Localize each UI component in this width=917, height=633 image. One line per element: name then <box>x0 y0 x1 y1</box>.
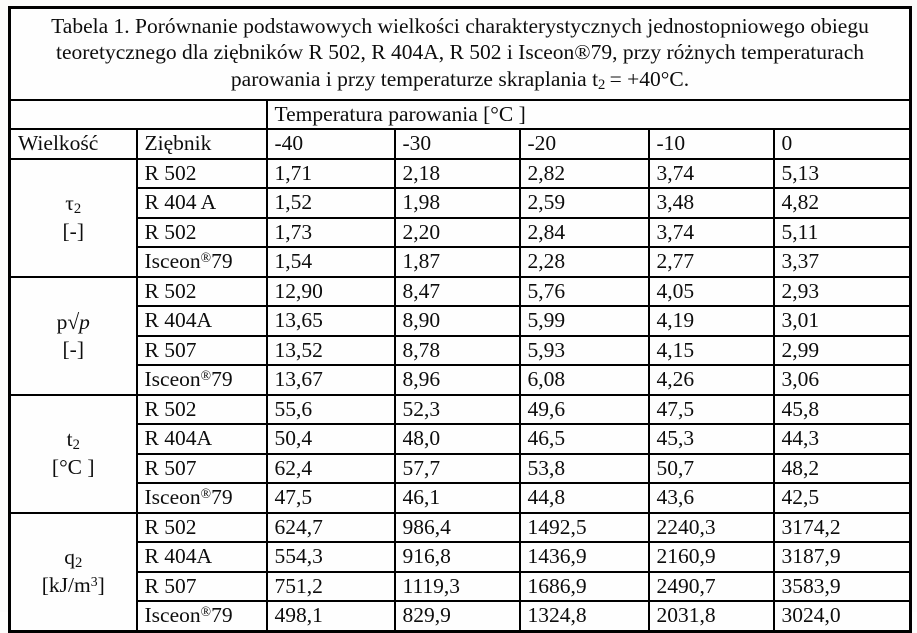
quantity-label-t2: $t_2$ [°C ] <box>10 395 137 513</box>
table-row <box>10 454 911 484</box>
refrigerant-name: R 404 A <box>137 188 267 218</box>
cell-value: 3,37 <box>774 247 911 277</box>
table-row <box>10 306 911 336</box>
cell-value: 1,73 <box>267 218 395 248</box>
table-row <box>10 336 911 366</box>
table-row <box>10 188 911 218</box>
subscript: 2 <box>598 76 606 93</box>
cell-value: 47,5 <box>649 395 774 425</box>
cell-value: 42,5 <box>774 483 911 513</box>
col-header-temp: -20 <box>520 129 649 159</box>
table-row <box>10 100 911 130</box>
cell-value: 1,71 <box>267 159 395 189</box>
cell-value: 45,3 <box>649 424 774 454</box>
cell-value: 5,76 <box>520 277 649 307</box>
cell-value: 2,59 <box>520 188 649 218</box>
cell-value: 2031,8 <box>649 601 774 631</box>
cell-value: 4,19 <box>649 306 774 336</box>
quantity-label-pressure-ratio: p√p [-] <box>10 277 137 395</box>
cell-value: 2,93 <box>774 277 911 307</box>
cell-value: 50,4 <box>267 424 395 454</box>
cell-value: 45,8 <box>774 395 911 425</box>
cell-value: 2,77 <box>649 247 774 277</box>
cell-value: 6,08 <box>520 365 649 395</box>
cell-value: 46,1 <box>395 483 520 513</box>
refrigerant-name: Isceon®79 <box>137 601 267 631</box>
table-row <box>10 159 911 189</box>
cell-value: 3174,2 <box>774 513 911 543</box>
group-header-evaporation-temp: Temperatura parowania [°C ] <box>267 100 911 130</box>
cell-value: 1,52 <box>267 188 395 218</box>
refrigerant-name: R 404A <box>137 424 267 454</box>
unit-label: [-] <box>62 219 84 244</box>
quantity-label-tau2: $\tau_2$ [-] <box>10 159 137 277</box>
col-header-quantity: Wielkość <box>10 129 137 159</box>
table-row <box>10 8 911 100</box>
table-row <box>10 247 911 277</box>
refrigerant-name: R 502 <box>137 277 267 307</box>
refrigerant-name: R 502 <box>137 159 267 189</box>
refrigerant-name: Isceon®79 <box>137 247 267 277</box>
col-header-temp: 0 <box>774 129 911 159</box>
cell-value: 5,13 <box>774 159 911 189</box>
cell-value: 1492,5 <box>520 513 649 543</box>
refrigerant-name: R 502 <box>137 218 267 248</box>
cell-value: 50,7 <box>649 454 774 484</box>
comparison-table <box>8 6 912 633</box>
cell-value: 44,3 <box>774 424 911 454</box>
cell-value: 498,1 <box>267 601 395 631</box>
table-row <box>10 365 911 395</box>
refrigerant-name: R 404A <box>137 542 267 572</box>
cell-value: 4,05 <box>649 277 774 307</box>
cell-value: 3187,9 <box>774 542 911 572</box>
cell-value: 3,48 <box>649 188 774 218</box>
cell-value: 53,8 <box>520 454 649 484</box>
unit-label: [-] <box>62 336 84 361</box>
cell-value: 5,99 <box>520 306 649 336</box>
subscript: 2 <box>72 437 80 454</box>
cell-value: 4,82 <box>774 188 911 218</box>
cell-value: 2160,9 <box>649 542 774 572</box>
cell-value: 3583,9 <box>774 572 911 602</box>
cell-value: 986,4 <box>395 513 520 543</box>
subscript: 2 <box>74 555 83 572</box>
cell-value: 3,74 <box>649 159 774 189</box>
cell-value: 52,3 <box>395 395 520 425</box>
cell-value: 3,74 <box>649 218 774 248</box>
cell-value: 1,54 <box>267 247 395 277</box>
cell-value: 1,87 <box>395 247 520 277</box>
cell-value: 2,20 <box>395 218 520 248</box>
cell-value: 44,8 <box>520 483 649 513</box>
cell-value: 4,15 <box>649 336 774 366</box>
table-row <box>10 218 911 248</box>
registered-trademark-symbol: ® <box>200 486 212 502</box>
cell-value: 2240,3 <box>649 513 774 543</box>
cell-value: 48,0 <box>395 424 520 454</box>
cell-value: 2,99 <box>774 336 911 366</box>
col-header-temp: -10 <box>649 129 774 159</box>
cell-value: 8,96 <box>395 365 520 395</box>
refrigerant-name: R 502 <box>137 395 267 425</box>
caption-line-3: parowania i przy temperaturze skraplania $t_2 = +40^\circ C$. <box>230 66 690 93</box>
cell-value: 3,06 <box>774 365 911 395</box>
caption-line-1: Tabela 1. Porównanie podstawowych wielkości charakterystycznych jednostopniowego obiegu <box>51 14 869 38</box>
cell-value: 55,6 <box>267 395 395 425</box>
cell-value: 57,7 <box>395 454 520 484</box>
cell-value: 2,28 <box>520 247 649 277</box>
cell-value: 1436,9 <box>520 542 649 572</box>
refrigerant-name: R 507 <box>137 572 267 602</box>
cell-value: 48,2 <box>774 454 911 484</box>
cell-value: 5,93 <box>520 336 649 366</box>
cell-value: 13,67 <box>267 365 395 395</box>
cell-value: 13,65 <box>267 306 395 336</box>
table-row <box>10 513 911 543</box>
cell-value: 8,47 <box>395 277 520 307</box>
refrigerant-name: Isceon®79 <box>137 365 267 395</box>
cell-value: 2490,7 <box>649 572 774 602</box>
registered-trademark-symbol: ® <box>200 604 212 620</box>
cell-value: 47,5 <box>267 483 395 513</box>
caption-line-2: teoretycznego dla ziębników R 502, R 404A, R 502 i Isceon®79, przy różnych temperaturach <box>56 40 865 65</box>
cell-value: 4,26 <box>649 365 774 395</box>
col-header-temp: -40 <box>267 129 395 159</box>
cell-value: 3,01 <box>774 306 911 336</box>
cell-value: 8,78 <box>395 336 520 366</box>
refrigerant-name: R 507 <box>137 336 267 366</box>
table-row <box>10 542 911 572</box>
table-row <box>10 424 911 454</box>
table-row <box>10 601 911 631</box>
refrigerant-name: Isceon®79 <box>137 483 267 513</box>
refrigerant-name: R 502 <box>137 513 267 543</box>
cell-value: 5,11 <box>774 218 911 248</box>
cell-value: 1686,9 <box>520 572 649 602</box>
quantity-label-q2: $q_2$ $[kJ/m^3]$ <box>10 513 137 632</box>
table-row <box>10 129 911 159</box>
registered-trademark-symbol: ® <box>200 250 212 266</box>
table-caption <box>10 8 911 100</box>
cell-value: 751,2 <box>267 572 395 602</box>
cell-value: 13,52 <box>267 336 395 366</box>
col-header-temp: -30 <box>395 129 520 159</box>
cell-value: 1324,8 <box>520 601 649 631</box>
cell-value: 46,5 <box>520 424 649 454</box>
cell-value: 49,6 <box>520 395 649 425</box>
table-row <box>10 395 911 425</box>
cell-value: 43,6 <box>649 483 774 513</box>
cell-value: 8,90 <box>395 306 520 336</box>
subscript: 2 <box>73 201 82 218</box>
cell-value: 829,9 <box>395 601 520 631</box>
cell-value: 624,7 <box>267 513 395 543</box>
cell-value: 2,18 <box>395 159 520 189</box>
unit-label: $[kJ/m^3]$ <box>41 573 105 598</box>
superscript: 3 <box>90 574 98 590</box>
cell-value: 2,84 <box>520 218 649 248</box>
cell-value: 3024,0 <box>774 601 911 631</box>
cell-value: 12,90 <box>267 277 395 307</box>
cell-value: 1119,3 <box>395 572 520 602</box>
refrigerant-name: R 404A <box>137 306 267 336</box>
cell-value: 554,3 <box>267 542 395 572</box>
col-header-refrigerant: Ziębnik <box>137 129 267 159</box>
unit-label: [°C ] <box>51 455 95 480</box>
table-row <box>10 572 911 602</box>
cell-value: 2,82 <box>520 159 649 189</box>
italic-p: p <box>79 309 90 334</box>
cell-value: 62,4 <box>267 454 395 484</box>
table-row <box>10 277 911 307</box>
refrigerant-name: R 507 <box>137 454 267 484</box>
registered-trademark-symbol: ® <box>200 368 212 384</box>
cell-value: 1,98 <box>395 188 520 218</box>
table-row <box>10 483 911 513</box>
empty-cell <box>10 100 267 130</box>
cell-value: 916,8 <box>395 542 520 572</box>
